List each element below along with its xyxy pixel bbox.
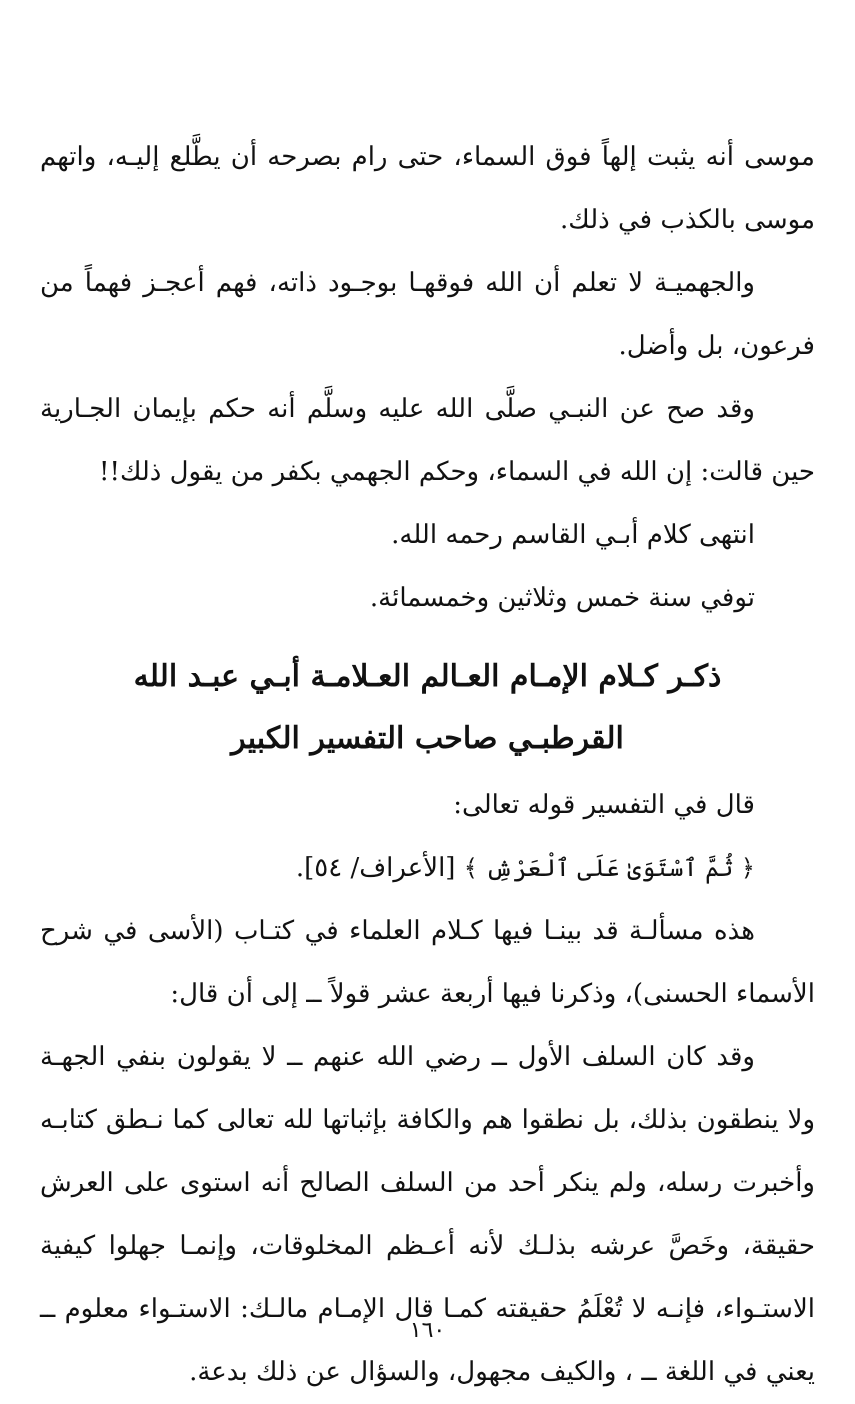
paragraph-asna-book: هذه مسألـة قد بينـا فيها كـلام العلماء في كتـاب (الأسى في شرح الأسماء الحسنى)، وذكرنا فيها أربعة عشر قولاً ــ إلى أن قال: <box>40 916 815 1009</box>
paragraph-jahmiyya: والجهميـة لا تعلم أن الله فوقهـا بوجـود ذاته، فهم أعجـز فهماً من فرعون، بل وأضل. <box>40 268 815 361</box>
page-number: ١٦٠ <box>409 1318 446 1343</box>
section-heading <box>40 630 815 774</box>
section-heading-line-1: ذكـر كـلام الإمـام العـالم العـلامـة أبـي عبـد الله <box>133 659 722 694</box>
main-text <box>40 126 815 1404</box>
quran-verse: ﴿ ثُمَّ ٱسْتَوَىٰ عَلَى ٱلْعَرْشِ ﴾ <box>463 854 755 882</box>
paragraph-pharaoh-continuation: موسى أنه يثبت إلهاً فوق السماء، حتى رام بصرحه أن يطَّلع إليـه، واتهم موسى بالكذب في ذلك. <box>40 142 815 235</box>
verse-reference: [الأعراف/ ٥٤]. <box>295 853 464 883</box>
section-heading-line-2: القرطبـي صاحب التفسير الكبير <box>231 721 624 756</box>
quran-verse-line <box>40 837 815 900</box>
paragraph-end-of-quote: انتهى كلام أبـي القاسم رحمه الله. <box>391 520 755 550</box>
paragraph-hadith-slave-girl: وقد صح عن النبـي صلَّى الله عليه وسلَّم أنه حكم بإيمان الجـارية حين قالت: إن الله في السماء، وحكم الجهمي بكفر من يقول ذلك!! <box>40 394 815 487</box>
paragraph-death-date: توفي سنة خمس وثلاثين وخمسمائة. <box>369 583 755 613</box>
tafsir-intro: قال في التفسير قوله تعالى: <box>453 790 755 820</box>
paragraph-salaf-istiwa: وقد كان السلف الأول ــ رضي الله عنهم ــ لا يقولون بنفي الجهـة ولا ينطقون بذلك، بل نطقوا هم والكافة بإثباتها لله تعالى كما نـطق كتابـه وأخبرت رسله، ولم ينكر أحد من السلف الصالح أنه استوى على العرش حقيقة، وخَصَّ عرشه بذلـك لأنه أعـظم المخلوقات، وإنمـا جهلوا كيفية الاستـواء، فإنـه لا تُعْلَمُ حقيقته كمـا قال الإمـام مالـك: الاستـواء معلوم ــ يعني في اللغة ــ ، والكيف مجهول، والسؤال عن ذلك بدعة. <box>40 1042 815 1387</box>
